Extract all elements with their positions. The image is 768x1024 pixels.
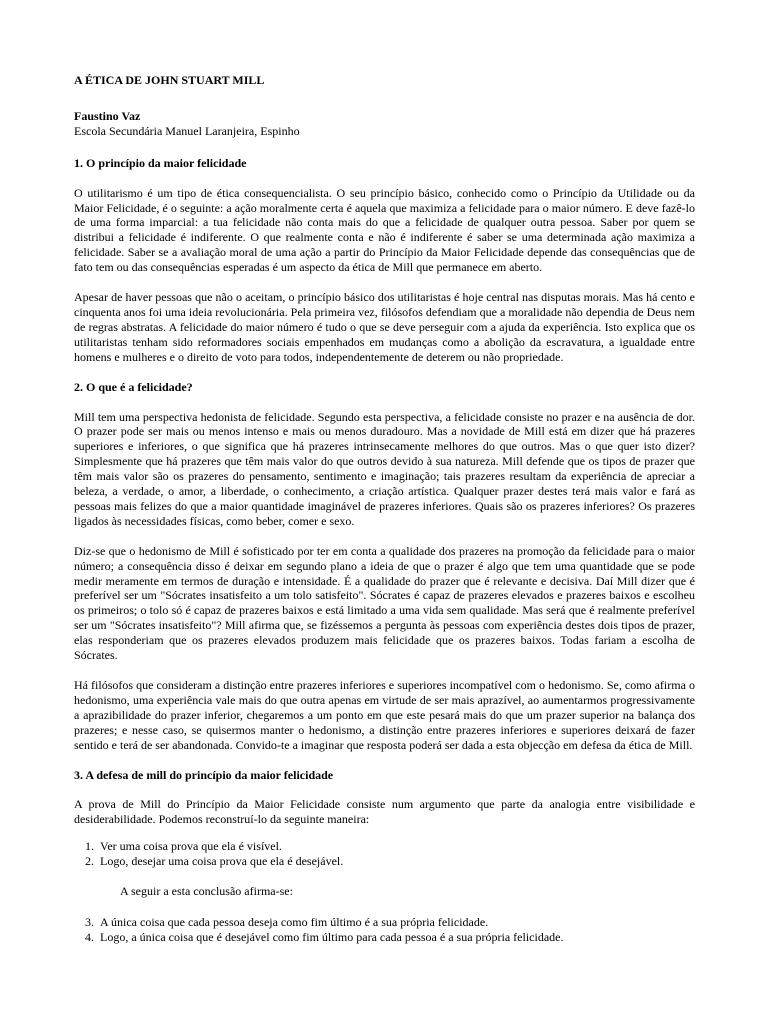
list-item-number: 2. bbox=[85, 854, 94, 869]
list-item-number: 3. bbox=[85, 914, 94, 929]
list-item-text: Logo, desejar uma coisa prova que ela é desejável. bbox=[100, 854, 344, 869]
section-3 bbox=[74, 768, 695, 945]
document-title: A ÉTICA DE JOHN STUART MILL bbox=[74, 73, 265, 87]
list-item-text: A única coisa que cada pessoa deseja como fim último é a sua própria felicidade. bbox=[100, 914, 489, 929]
list-item bbox=[74, 854, 695, 869]
paragraph: Há filósofos que consideram a distinção entre prazeres inferiores e superiores incompatível com o hedonismo. Se, como afirma o hedonismo, uma experiência vale mais do que outra apenas em virtude de ser mais aprazível, ao aumentarmos progressivamente a aprazibilidade do prazer inferior, chegaremos a um ponto em que este pesará mais do que um prazer superior na balança dos prazeres; e nesse caso, se quisermos manter o hedonismo, a distinção entre prazeres inferiores e superiores deixará de fazer sentido e terá de ser abandonada. Convido-te a imaginar que resposta poderá ser dada a esta objecção em defesa da ética de Mill. bbox=[74, 678, 695, 752]
conclusion-line: A seguir a esta conclusão afirma-se: bbox=[120, 884, 293, 899]
list-item-text: Ver uma coisa prova que ela é visível. bbox=[100, 839, 282, 854]
list-item bbox=[74, 839, 695, 854]
document-content bbox=[74, 73, 695, 945]
paragraph: A prova de Mill do Princípio da Maior Felicidade consiste num argumento que parte da analogia entre visibilidade e desiderabilidade. Podemos reconstruí-lo da seguinte maneira: bbox=[74, 797, 695, 827]
section-heading: 2. O que é a felicidade? bbox=[74, 379, 193, 394]
argument-list-premises bbox=[74, 839, 695, 869]
author-school: Escola Secundária Manuel Laranjeira, Espinho bbox=[74, 123, 300, 138]
list-item-text: Logo, a única coisa que é desejável como fim último para cada pessoa é a sua própria felicidade. bbox=[100, 929, 564, 944]
list-item bbox=[74, 915, 695, 930]
section-heading: 1. O princípio da maior felicidade bbox=[74, 155, 247, 170]
argument-list-conclusions bbox=[74, 915, 695, 945]
list-item-number: 1. bbox=[85, 839, 94, 854]
paragraph: O utilitarismo é um tipo de ética consequencialista. O seu princípio básico, conhecido como o Princípio da Utilidade ou da Maior Felicidade, é o seguinte: a ação moralmente certa é aquela que maximiza a felicidade para o maior número. E deve fazê-lo de uma forma imparcial: a tua felicidade não conta mais do que a felicidade de qualquer outra pessoa. Saber por quem se distribui a felicidade é indiferente. O que realmente conta e não é indiferente é saber se uma determinada ação maximiza a felicidade. Saber se a avaliação moral de uma ação a partir do Princípio da Maior Felicidade depende das consequências que de fato tem ou das consequências esperadas é um aspecto da ética de Mill que permanece em aberto. bbox=[74, 185, 695, 275]
section-1 bbox=[74, 156, 695, 365]
list-item-number: 4. bbox=[85, 929, 94, 944]
paragraph: Mill tem uma perspectiva hedonista de felicidade. Segundo esta perspectiva, a felicidade consiste no prazer e na ausência de dor. O prazer pode ser mais ou menos intenso e mais ou menos duradouro. Mas a novidade de Mill está em dizer que há prazeres superiores e inferiores, o que significa que há prazeres intrinsecamente melhores do que outros. Mas o que quer isto dizer? Simplesmente que há prazeres que têm mais valor do que outros devido à sua natureza. Mill defende que os tipos de prazer que têm mais valor são os prazeres do pensamento, sentimento e imaginação; tais prazeres resultam da experiência de apreciar a beleza, a verdade, o amor, a liberdade, o conhecimento, a criação artística. Qualquer prazer destes terá mais valor e fará as pessoas mais felizes do que a maior quantidade imaginável de prazeres inferiores. Quais são os prazeres inferiores? Os prazeres ligados às necessidades físicas, como beber, comer e sexo. bbox=[74, 409, 695, 528]
paragraph: Apesar de haver pessoas que não o aceitam, o princípio básico dos utilitaristas é hoje central nas disputas morais. Mas há cento e cinquenta anos foi uma ideia revolucionária. Pela primeira vez, filósofos defendiam que a moralidade não dependia de Deus nem de regras abstratas. A felicidade do maior número é tudo o que se deve perseguir com a ajuda da experiência. Isto explica que os utilitaristas tenham sido reformadores sociais empenhados em mudanças como a abolição da escravatura, a igualdade entre homens e mulheres e o direito de voto para todos, independentemente de deterem ou não propriedade. bbox=[74, 290, 695, 364]
author-name: Faustino Vaz bbox=[74, 108, 141, 123]
list-item bbox=[74, 930, 695, 945]
paragraph: Diz-se que o hedonismo de Mill é sofisticado por ter em conta a qualidade dos prazeres na promoção da felicidade para o maior número; a consequência disso é deixar em segundo plano a ideia de que o prazer é algo que tem uma quantidade que se pode medir meramente em termos de duração e intensidade. É a qualidade do prazer que é relevante e decisiva. Daí Mill dizer que é preferível ser um "Sócrates insatisfeito a um tolo satisfeito". Sócrates é capaz de prazeres elevados e prazeres baixos e escolheu os primeiros; o tolo só é capaz de prazeres baixos e está limitado a uma vida sem qualidade. Mas será que é realmente preferível ser um "Sócrates insatisfeito"? Mill afirma que, se fizéssemos a pergunta às pessoas com experiência destes dois tipos de prazer, elas responderiam que os prazeres elevados produzem mais felicidade que os prazeres baixos. Todas fariam a escolha de Sócrates. bbox=[74, 543, 695, 663]
section-heading: 3. A defesa de mill do princípio da maior felicidade bbox=[74, 767, 334, 782]
section-2 bbox=[74, 380, 695, 753]
